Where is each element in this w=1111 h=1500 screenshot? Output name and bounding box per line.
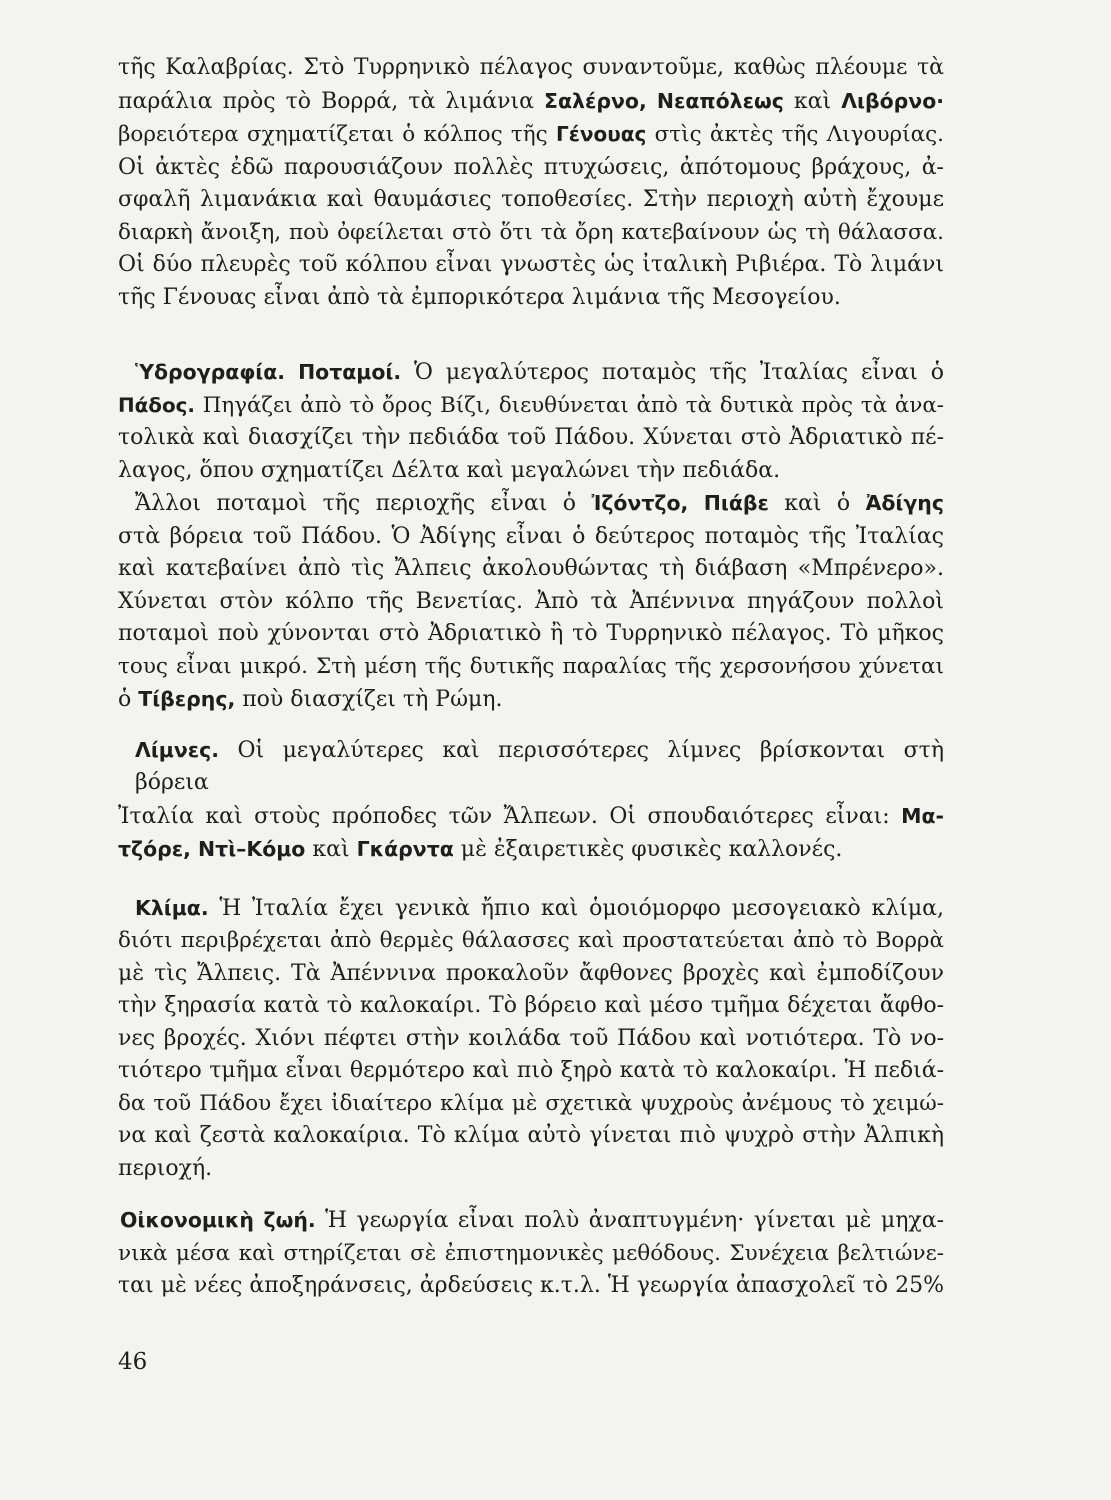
text-run: βορειότερα σχηματίζεται ὁ κόλπος τῆς — [118, 122, 556, 147]
text-run: καὶ ὁ — [768, 491, 866, 516]
text-line — [118, 1204, 944, 1238]
section-heading: Λίμνες. — [135, 737, 219, 762]
text-line — [118, 586, 944, 619]
place-name: Ἰζόντζο, Πιάβε — [591, 491, 769, 515]
text-line — [118, 1023, 944, 1056]
text-run: στὰ βόρεια τοῦ Πάδου. Ὁ Ἀδίγης εἶναι ὁ δεύτερος ποταμὸς τῆς Ἰταλίας — [118, 523, 944, 549]
text-line — [118, 422, 944, 455]
text-run: περιοχή. — [118, 1155, 213, 1181]
text-line — [118, 683, 944, 717]
text-run: τῆς Καλαβρίας. Στὸ Τυρρηνικὸ πέλαγος συναντοῦμε, καθὼς πλέουμε τὰ — [118, 55, 944, 80]
text-run: νες βροχές. Χιόνι πέφτει στὴν κοιλάδα τοῦ Πάδου καὶ νοτιότερα. Τὸ νο- — [118, 1025, 944, 1051]
text-run: Ἰταλία καὶ στοὺς πρόποδες τῶν Ἄλπεων. Οἱ σπουδαιότερες εἶναι: — [118, 803, 902, 829]
text-line — [118, 651, 944, 684]
text-line — [118, 390, 944, 423]
paragraph-other-rivers — [118, 487, 944, 717]
place-name: Ἀδίγης — [865, 491, 944, 515]
text-run: ται μὲ νέες ἀποξηράνσεις, ἀρδεύσεις κ.τ.λ. Ἡ γεωργία ἀπασχολεῖ τὸ 25% — [118, 1273, 944, 1298]
text-line — [118, 52, 944, 85]
text-run: τολικὰ καὶ διασχίζει τὴν πεδιάδα τοῦ Πάδου. Χύνεται στὸ Ἀδριατικὸ πέ- — [118, 425, 944, 450]
text-line — [118, 990, 944, 1023]
text-line — [118, 521, 944, 554]
text-run: ὁ — [118, 687, 139, 712]
text-run: παράλια πρὸς τὸ Βορρά, τὰ λιμάνια — [118, 88, 545, 114]
place-name: τζόρε, Ντὶ–Κόμο — [118, 837, 306, 861]
text-run: μὲ τὶς Ἄλπεις. Τὰ Ἀπέννινα προκαλοῦν ἄφθονες βροχὲς καὶ ἐμποδίζουν — [118, 960, 944, 986]
text-run: διότι περιβρέχεται ἀπὸ θερμὲς θάλασσες καὶ προστατεύεται ἀπὸ τὸ Βορρὰ — [118, 928, 944, 953]
place-name: Σαλέρνο, Νεαπόλεως — [544, 88, 784, 113]
text-line — [118, 217, 944, 250]
place-name: Τίβερης, — [138, 687, 236, 711]
text-line — [118, 356, 944, 390]
text-line — [118, 1238, 944, 1271]
text-run: καὶ κατεβαίνει ἀπὸ τὶς Ἄλπεις ἀκολουθώντας τὴ διάβαση «Μπρένερο». — [118, 556, 944, 581]
text-run: Ὁ μεγαλύτερος ποταμὸς τῆς Ἰταλίας εἶναι ὁ — [401, 360, 944, 385]
text-run: τὴν ξηρασία κατὰ τὸ καλοκαίρι. Τὸ βόρειο καὶ μέσο τμῆμα δέχεται ἄφθο- — [118, 993, 944, 1018]
text-run: Οἱ μεγαλύτερες καὶ περισσότερες λίμνες βρίσκονται στὴ βόρεια — [135, 737, 944, 795]
text-line — [118, 618, 944, 651]
text-line — [118, 925, 944, 958]
text-line — [118, 184, 944, 217]
text-run: τους εἶναι μικρό. Στὴ μέση τῆς δυτικῆς παραλίας τῆς χερσονήσου χύνεται — [118, 653, 944, 679]
text-run: Πηγάζει ἀπὸ τὸ ὄρος Βίζι, διευθύνεται ἀπὸ τὰ δυτικὰ πρὸς τὰ ἀνα- — [194, 392, 944, 418]
paragraph-tyrrhenian-coast — [118, 52, 944, 314]
paragraph-economic-life — [118, 1204, 944, 1303]
text-run: Ἡ γεωργία εἶναι πολὺ ἀναπτυγμένη· γίνεται μὲ μηχα- — [315, 1208, 945, 1233]
text-line — [118, 553, 944, 586]
section-heading: Οἰκονομικὴ ζωή. — [120, 1208, 316, 1232]
text-line — [118, 1055, 944, 1088]
text-line — [118, 1270, 944, 1303]
text-run: τιότερο τμῆμα εἶναι θερμότερο καὶ πιὸ ξηρὸ κατὰ τὸ καλοκαίρι. Ἡ πεδιά- — [118, 1058, 944, 1083]
text-run: Χύνεται στὸν κόλπο τῆς Βενετίας. Ἀπὸ τὰ Ἀπέννινα πηγάζουν πολλοὶ — [118, 588, 944, 614]
text-run: διαρκὴ ἄνοιξη, ποὺ ὀφείλεται στὸ ὅτι τὰ ὄρη κατεβαίνουν ὡς τὴ θάλασσα. — [118, 219, 944, 245]
text-run: ποταμοὶ ποὺ χύνονται στὸ Ἀδριατικὸ ἢ τὸ Τυρρηνικὸ πέλαγος. Τὸ μῆκος — [118, 621, 944, 646]
place-name: Λιβόρνο· — [841, 88, 945, 113]
text-line — [118, 85, 944, 119]
text-run: τῆς Γένουας εἶναι ἀπὸ τὰ ἐμπορικότερα λιμάνια τῆς Μεσογείου. — [118, 284, 841, 310]
text-line — [118, 892, 944, 926]
text-run: καὶ — [783, 88, 842, 114]
text-run: να καὶ ζεστὰ καλοκαίρια. Τὸ κλίμα αὐτὸ γίνεται πιὸ ψυχρὸ στὴν Ἀλπικὴ — [118, 1123, 944, 1148]
text-run: καὶ — [305, 837, 357, 862]
text-line — [118, 800, 944, 834]
text-run: Ἡ Ἰταλία ἔχει γενικὰ ἤπιο καὶ ὁμοιόμορφο μεσογειακὸ κλίμα, — [208, 895, 944, 921]
text-run: μὲ ἐξαιρετικὲς φυσικὲς καλλονές. — [453, 837, 843, 862]
text-column — [118, 52, 944, 1303]
text-run: Οἱ δύο πλευρὲς τοῦ κόλπου εἶναι γνωστὲς ὡς ἰταλικὴ Ριβιέρα. Τὸ λιμάνι — [118, 252, 944, 277]
place-name: Μα- — [901, 803, 944, 828]
text-run: στὶς ἀκτὲς τῆς Λιγουρίας. — [646, 122, 944, 147]
text-run: σφαλῆ λιμανάκια καὶ θαυμάσιες τοποθεσίες. Στὴν περιοχὴ αὐτὴ ἔχουμε — [118, 187, 944, 212]
text-line — [118, 833, 944, 867]
text-line — [118, 958, 944, 991]
text-run: νικὰ μέσα καὶ στηρίζεται σὲ ἐπιστημονικὲς μεθόδους. Συνέχεια βελτιώνε- — [118, 1240, 944, 1266]
paragraph-lakes — [118, 734, 944, 867]
section-heading: Ὑδρογραφία. Ποταμοί. — [135, 360, 402, 384]
text-line — [118, 282, 944, 315]
paragraph-climate — [118, 892, 944, 1186]
place-name: Γκάρντα — [356, 837, 454, 861]
page-number: 46 — [118, 1349, 148, 1375]
text-line — [118, 1120, 944, 1153]
paragraph-hydrography-rivers — [118, 356, 944, 487]
text-run: δα τοῦ Πάδου ἔχει ἰδιαίτερο κλίμα μὲ σχετικὰ ψυχροὺς ἀνέμους τὸ χειμώ- — [118, 1090, 944, 1116]
text-line — [118, 1153, 944, 1186]
place-name: Πάδος. — [118, 393, 195, 417]
text-line — [118, 455, 944, 488]
text-line — [118, 1088, 944, 1121]
text-line — [118, 734, 944, 800]
text-line — [118, 118, 944, 152]
place-name: Γένουας — [556, 122, 647, 146]
text-line — [118, 487, 944, 521]
text-run: λαγος, ὅπου σχηματίζει Δέλτα καὶ μεγαλώνει τὴν πεδιάδα. — [118, 457, 781, 483]
text-run: Ἄλλοι ποταμοὶ τῆς περιοχῆς εἶναι ὁ — [135, 491, 592, 516]
text-run: Οἱ ἀκτὲς ἐδῶ παρουσιάζουν πολλὲς πτυχώσεις, ἀπότομους βράχους, ἀ- — [118, 154, 944, 180]
text-line — [118, 249, 944, 282]
text-line — [118, 152, 944, 185]
text-run: ποὺ διασχίζει τὴ Ρώμη. — [235, 687, 503, 712]
section-heading: Κλίμα. — [135, 895, 209, 920]
